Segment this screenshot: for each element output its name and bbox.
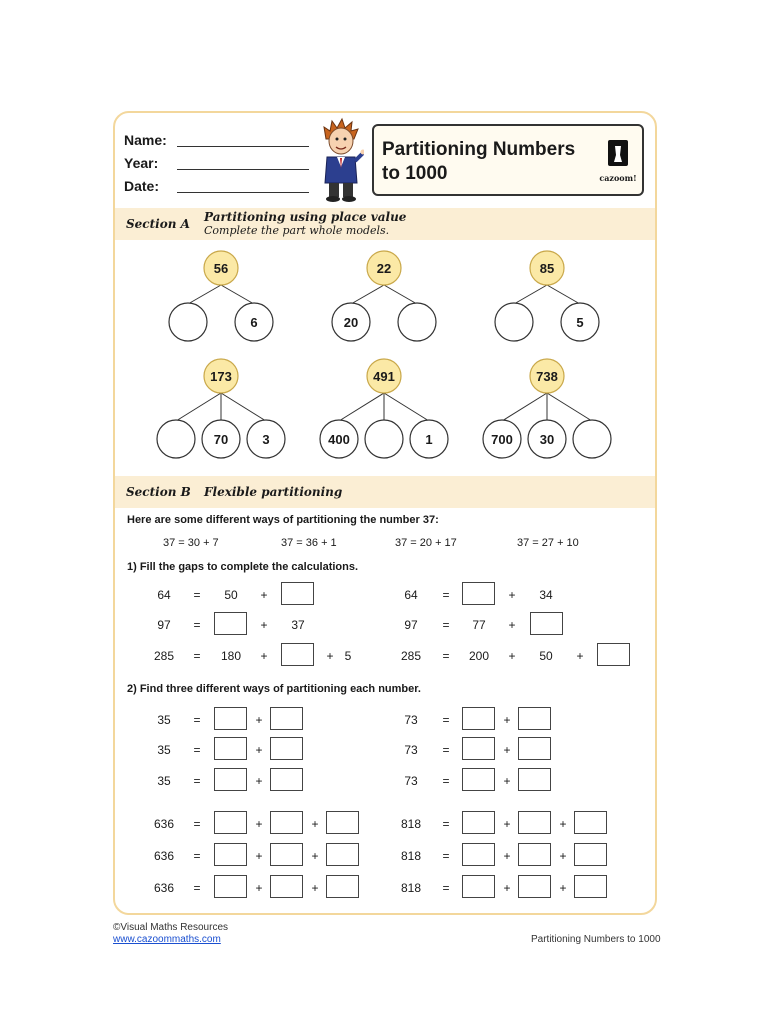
example-4: 37 = 27 + 10 — [517, 537, 579, 549]
q2-answer-box[interactable] — [270, 737, 303, 760]
whole-value: 56 — [213, 261, 229, 276]
section-b-band — [115, 476, 655, 508]
q1-right-row1-number: 64 — [404, 588, 418, 602]
q1-left-row2-number: 97 — [157, 618, 171, 632]
q2-number-818: 818 — [400, 881, 422, 895]
plus-sign: + — [508, 649, 516, 663]
equals-sign: = — [193, 881, 201, 895]
plus-sign: + — [559, 817, 567, 831]
copyright-text: ©Visual Maths Resources — [113, 922, 229, 933]
equals-sign: = — [193, 743, 201, 757]
q2-number-35: 35 — [157, 743, 171, 757]
q2-answer-box[interactable] — [518, 707, 551, 730]
plus-sign: + — [503, 881, 511, 895]
plus-sign: + — [260, 588, 268, 602]
plus-sign: + — [255, 849, 263, 863]
whole-value: 491 — [373, 369, 395, 384]
equals-sign: = — [193, 649, 201, 663]
q1-left-row2-part2: 37 — [291, 618, 305, 632]
part-value: 3 — [262, 432, 270, 447]
section-b-label: Section B — [126, 485, 191, 499]
partition-intro: Here are some different ways of partitioning the number 37: — [127, 514, 439, 526]
part-value: 5 — [576, 315, 584, 330]
equals-sign: = — [442, 649, 450, 663]
title-line-1: Partitioning Numbers — [382, 139, 576, 160]
part-value: 1 — [425, 432, 433, 447]
plus-sign: + — [559, 881, 567, 895]
q1-right-row2-answer-box[interactable] — [530, 612, 563, 635]
plus-sign: + — [326, 649, 334, 663]
equals-sign: = — [193, 817, 201, 831]
part-answer-circle — [169, 303, 207, 341]
example-3: 37 = 20 + 17 — [395, 537, 457, 549]
whole-value: 173 — [210, 369, 232, 384]
plus-sign: + — [255, 713, 263, 727]
plus-sign: + — [260, 649, 268, 663]
equals-sign: = — [193, 713, 201, 727]
model-connector-line — [514, 285, 547, 304]
q2-answer-box[interactable] — [326, 843, 359, 866]
equals-sign: = — [193, 849, 201, 863]
q1-left-row3-part3: 5 — [344, 649, 352, 663]
q2-number-636: 636 — [153, 881, 175, 895]
part-value: 6 — [250, 315, 258, 330]
section-a-instruction: Complete the part whole models. — [204, 224, 390, 237]
q1-right-row2-number: 97 — [404, 618, 418, 632]
equals-sign: = — [442, 743, 450, 757]
plus-sign: + — [559, 849, 567, 863]
year-label: Year: — [124, 155, 159, 171]
plus-sign: + — [576, 649, 584, 663]
q2-number-35: 35 — [157, 774, 171, 788]
example-1: 37 = 30 + 7 — [163, 537, 219, 549]
q1-left-row1-part1: 50 — [224, 588, 238, 602]
model-connector-line — [384, 285, 417, 304]
q2-number-73: 73 — [404, 743, 418, 757]
part-answer-circle — [398, 303, 436, 341]
part-whole-models — [0, 0, 768, 470]
model-connector-line — [188, 285, 221, 304]
section-a-label: Section A — [126, 217, 190, 231]
title-line-2: to 1000 — [382, 163, 448, 184]
plus-sign: + — [503, 743, 511, 757]
plus-sign: + — [260, 618, 268, 632]
q1-right-row1-part2: 34 — [539, 588, 553, 602]
plus-sign: + — [503, 713, 511, 727]
question-2-text: 2) Find three different ways of partitioning each number. — [127, 683, 421, 695]
part-value: 30 — [539, 432, 555, 447]
model-connector-line — [384, 393, 429, 421]
plus-sign: + — [503, 817, 511, 831]
q1-right-row3-number: 285 — [400, 649, 422, 663]
question-1-text: 1) Fill the gaps to complete the calculations. — [127, 561, 359, 573]
plus-sign: + — [255, 881, 263, 895]
q2-answer-box[interactable] — [518, 768, 551, 791]
model-connector-line — [176, 393, 221, 421]
equals-sign: = — [442, 849, 450, 863]
part-answer-circle — [495, 303, 533, 341]
section-a-title: Partitioning using place value — [204, 210, 407, 224]
q2-answer-box[interactable] — [574, 843, 607, 866]
plus-sign: + — [508, 618, 516, 632]
website-link[interactable]: www.cazoommaths.com — [113, 934, 221, 945]
q2-answer-box[interactable] — [518, 737, 551, 760]
logo-text: cazoom! — [599, 173, 637, 183]
part-answer-circle — [365, 420, 403, 458]
part-answer-circle — [573, 420, 611, 458]
q2-number-73: 73 — [404, 713, 418, 727]
equals-sign: = — [442, 618, 450, 632]
equals-sign: = — [193, 774, 201, 788]
model-connector-line — [547, 285, 580, 304]
q1-right-row3-part1: 200 — [468, 649, 490, 663]
q2-number-35: 35 — [157, 713, 171, 727]
plus-sign: + — [311, 849, 319, 863]
q2-number-636: 636 — [153, 849, 175, 863]
model-connector-line — [339, 393, 384, 421]
equals-sign: = — [442, 713, 450, 727]
part-answer-circle — [157, 420, 195, 458]
q2-answer-box[interactable] — [574, 811, 607, 834]
q2-answer-box[interactable] — [326, 811, 359, 834]
part-value: 20 — [343, 315, 359, 330]
section-b-title: Flexible partitioning — [204, 485, 343, 499]
name-label: Name: — [124, 132, 167, 148]
q1-right-row3-part2: 50 — [539, 649, 553, 663]
equals-sign: = — [442, 774, 450, 788]
plus-sign: + — [503, 774, 511, 788]
model-connector-line — [547, 393, 592, 421]
part-value: 70 — [213, 432, 229, 447]
q2-answer-box[interactable] — [270, 768, 303, 791]
q1-left-row3-number: 285 — [153, 649, 175, 663]
plus-sign: + — [311, 881, 319, 895]
plus-sign: + — [255, 743, 263, 757]
q2-answer-box[interactable] — [574, 875, 607, 898]
model-connector-line — [221, 285, 254, 304]
equals-sign: = — [442, 588, 450, 602]
q1-right-row3-answer-box[interactable] — [597, 643, 630, 666]
equals-sign: = — [442, 881, 450, 895]
q1-right-row2-part1: 77 — [472, 618, 486, 632]
part-value: 400 — [328, 432, 350, 447]
equals-sign: = — [442, 817, 450, 831]
q1-right-row1-answer-box[interactable] — [462, 582, 495, 605]
q1-left-row2-answer-box[interactable] — [214, 612, 247, 635]
plus-sign: + — [508, 588, 516, 602]
whole-value: 22 — [376, 261, 392, 276]
model-connector-line — [502, 393, 547, 421]
plus-sign: + — [503, 849, 511, 863]
model-connector-line — [351, 285, 384, 304]
example-2: 37 = 36 + 1 — [281, 537, 337, 549]
part-value: 700 — [491, 432, 513, 447]
q2-number-818: 818 — [400, 849, 422, 863]
equals-sign: = — [193, 588, 201, 602]
equals-sign: = — [193, 618, 201, 632]
plus-sign: + — [311, 817, 319, 831]
q2-answer-box[interactable] — [270, 707, 303, 730]
whole-value: 85 — [539, 261, 555, 276]
q1-left-row1-number: 64 — [157, 588, 171, 602]
q2-number-636: 636 — [153, 817, 175, 831]
q2-answer-box[interactable] — [326, 875, 359, 898]
q2-number-73: 73 — [404, 774, 418, 788]
q1-left-row1-answer-box[interactable] — [281, 582, 314, 605]
q1-left-row3-part1: 180 — [220, 649, 242, 663]
plus-sign: + — [255, 817, 263, 831]
date-label: Date: — [124, 178, 160, 194]
whole-value: 738 — [536, 369, 558, 384]
plus-sign: + — [255, 774, 263, 788]
footer-page-title: Partitioning Numbers to 1000 — [531, 934, 661, 945]
q2-number-818: 818 — [400, 817, 422, 831]
model-connector-line — [221, 393, 266, 421]
